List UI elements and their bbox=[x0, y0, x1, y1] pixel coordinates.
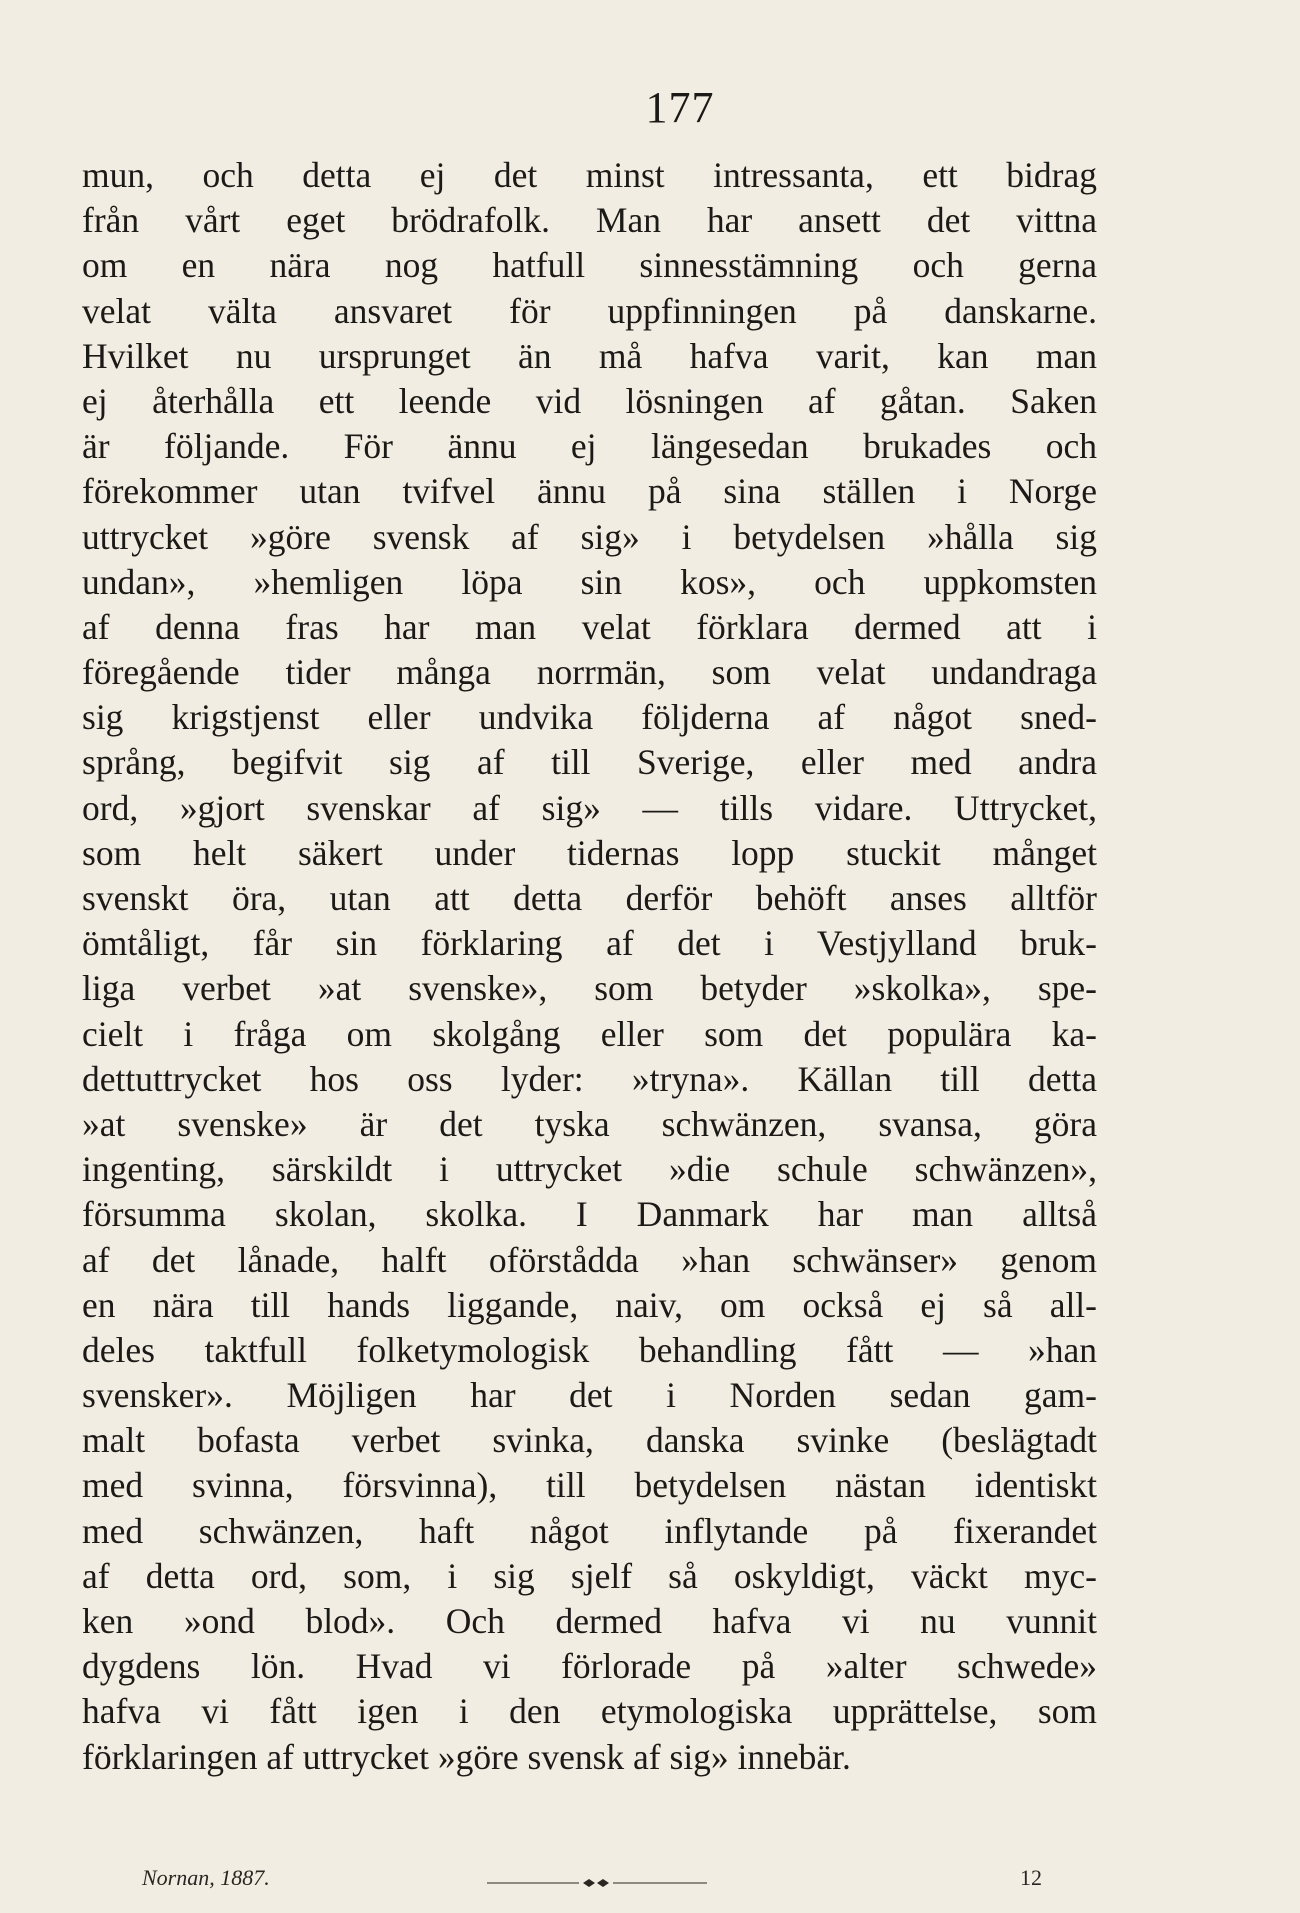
ornament-rule-icon bbox=[487, 1877, 707, 1889]
text-line: »at svenske» är det tyska schwänzen, svansa, göra bbox=[82, 1103, 1097, 1144]
text-line: föregående tider många norrmän, som velat undandraga bbox=[82, 652, 1097, 693]
text-line: förekommer utan tvifvel ännu på sina ställen i Norge bbox=[82, 471, 1097, 512]
text-line: undan», »hemligen löpa sin kos», och uppkomsten bbox=[82, 561, 1097, 602]
text-line: en nära till hands liggande, naiv, om också ej så all- bbox=[82, 1284, 1097, 1325]
text-line: mun, och detta ej det minst intressanta, ett bidrag bbox=[82, 155, 1097, 195]
text-line: språng, begifvit sig af till Sverige, eller med andra bbox=[82, 742, 1097, 783]
text-line: Hvilket nu ursprunget än må hafva varit, kan man bbox=[82, 335, 1097, 376]
text-line: svensker». Möjligen har det i Norden sedan gam- bbox=[82, 1375, 1097, 1416]
text-line: velat välta ansvaret för uppfinningen på danskarne. bbox=[82, 290, 1097, 331]
text-line: ken »ond blod». Och dermed hafva vi nu vunnit bbox=[82, 1601, 1097, 1641]
text-line: liga verbet »at svenske», som betyder »skolka», spe- bbox=[82, 968, 1097, 1009]
text-line: som helt säkert under tidernas lopp stuckit månget bbox=[82, 832, 1097, 873]
text-line: deles taktfull folketymologisk behandling fått — »han bbox=[82, 1329, 1097, 1370]
text-line: med svinna, försvinna), till betydelsen nästan identiskt bbox=[82, 1465, 1097, 1506]
text-line: från vårt eget brödrafolk. Man har ansett det vittna bbox=[82, 200, 1097, 241]
page-number: 177 bbox=[645, 83, 715, 132]
text-line: hafva vi fått igen i den etymologiska upprättelse, som bbox=[82, 1691, 1097, 1732]
text-line: ord, »gjort svenskar af sig» — tills vidare. Uttrycket, bbox=[82, 787, 1097, 828]
signature-mark: Nornan, 1887. bbox=[142, 1865, 270, 1890]
text-line: ömtåligt, får sin förklaring af det i Vestjylland bruk- bbox=[82, 923, 1097, 964]
page-footer bbox=[142, 1865, 1042, 1913]
text-line: cielt i fråga om skolgång eller som det populära ka- bbox=[82, 1013, 1097, 1054]
body-text bbox=[82, 153, 1097, 1780]
text-line: af det lånade, halft oförstådda »han schwänser» genom bbox=[82, 1239, 1097, 1280]
text-line: med schwänzen, haft något inflytande på fixerandet bbox=[82, 1510, 1097, 1551]
text-line: dettuttrycket hos oss lyder: »tryna». Källan till detta bbox=[82, 1058, 1097, 1099]
text-line: förklaringen af uttrycket »göre svensk af sig» innebär. bbox=[82, 1736, 851, 1777]
text-line: af denna fras har man velat förklara dermed att i bbox=[82, 606, 1097, 647]
text-line: uttrycket »göre svensk af sig» i betydelsen »hålla sig bbox=[82, 516, 1097, 557]
text-line: ej återhålla ett leende vid lösningen af gåtan. Saken bbox=[82, 380, 1097, 421]
sheet-number: 12 bbox=[1020, 1865, 1042, 1890]
text-line: om en nära nog hatfull sinnesstämning och gerna bbox=[82, 245, 1097, 286]
text-line: försumma skolan, skolka. I Danmark har man alltså bbox=[82, 1194, 1097, 1235]
text-line: sig krigstjenst eller undvika följderna af något sned- bbox=[82, 697, 1097, 738]
text-line: ingenting, särskildt i uttrycket »die schule schwänzen», bbox=[82, 1149, 1097, 1190]
text-line: svenskt öra, utan att detta derför behöft anses alltför bbox=[82, 878, 1097, 918]
text-line: är följande. För ännu ej längesedan brukades och bbox=[82, 426, 1097, 467]
text-line: dygdens lön. Hvad vi förlorade på »alter schwede» bbox=[82, 1646, 1097, 1687]
text-line: af detta ord, som, i sig sjelf så oskyldigt, väckt myc- bbox=[82, 1555, 1097, 1596]
text-line: malt bofasta verbet svinka, danska svinke (beslägtadt bbox=[82, 1420, 1097, 1461]
